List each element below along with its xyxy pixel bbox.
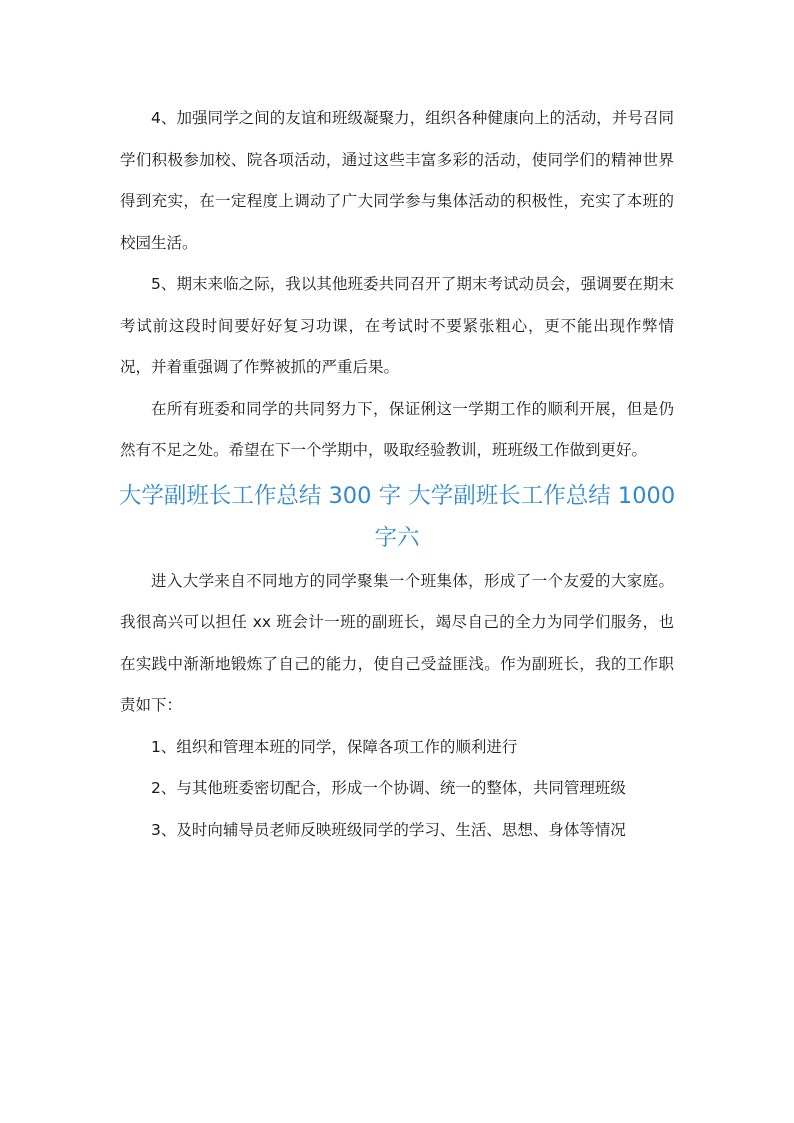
- paragraph-intro: 进入大学来自不同地方的同学聚集一个班集体，形成了一个友爱的大家庭。我很高兴可以担任 xx 班会计一班的副班长，竭尽自己的全力为同学们服务，也在实践中渐渐地锻炼了自己的能力，使自己受益匪浅。作为副班长，我的工作职责如下：: [120, 571, 674, 714]
- paragraph-item-4: 4、加强同学之间的友谊和班级凝聚力，组织各种健康向上的活动，并号召同学们积极参加校、院各项活动，通过这些丰富多彩的活动，使同学们的精神世界得到充实，在一定程度上调动了广大同学参与集体活动的积极性，充实了本班的校园生活。: [120, 109, 674, 252]
- section-heading: 大学副班长工作总结 300 字 大学副班长工作总结 1000 字六: [118, 482, 676, 551]
- duty-item-2: 2、与其他班委密切配合，形成一个协调、统一的整体，共同管理班级: [151, 779, 626, 797]
- duty-item-3: 3、及时向辅导员老师反映班级同学的学习、生活、思想、身体等情况: [151, 820, 626, 839]
- document-page: [120, 98, 674, 851]
- paragraph-item-5: 5、期末来临之际，我以其他班委共同召开了期末考试动员会，强调要在期末考试前这段时间要好好复习功课，在考试时不要紧张粗心，更不能出现作弊情况，并着重强调了作弊被抓的严重后果。: [120, 275, 674, 376]
- paragraph-conclusion: 在所有班委和同学的共同努力下，保证俐这一学期工作的顺利开展，但是仍然有不足之处。希望在下一个学期中，吸取经验教训，班班级工作做到更好。: [120, 399, 674, 459]
- duty-item-1: 1、组织和管理本班的同学，保障各项工作的顺利进行: [151, 737, 518, 756]
